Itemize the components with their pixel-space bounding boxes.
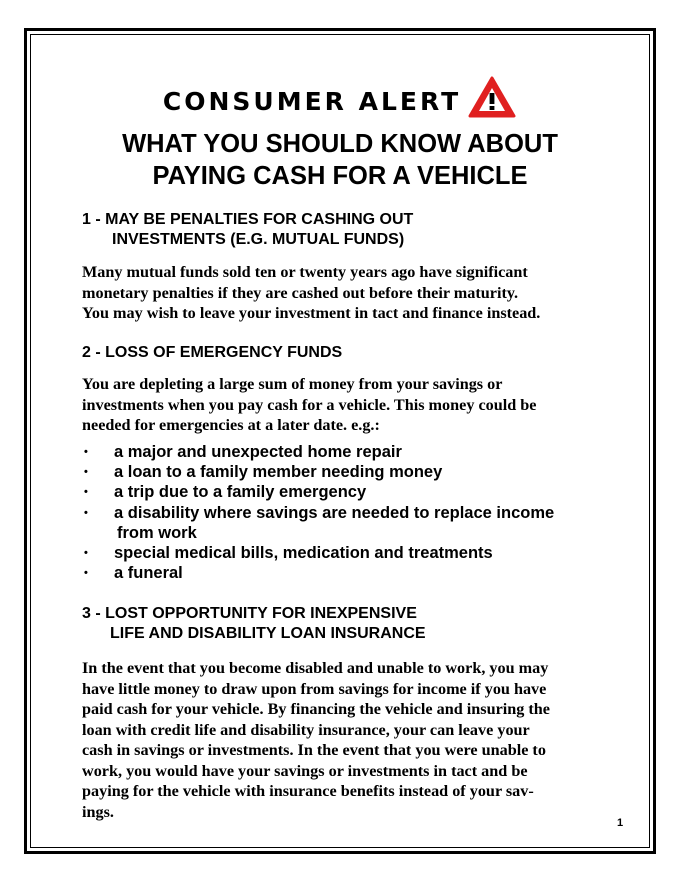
list-item-text: a trip due to a family emergency <box>114 483 367 502</box>
page-title-line: PAYING CASH FOR A VEHICLE <box>152 162 528 190</box>
paragraph-line: ings. <box>82 802 114 821</box>
section-3-paragraph <box>82 658 630 822</box>
list-item <box>82 482 642 502</box>
list-item-continuation: from work <box>117 523 197 542</box>
page-number: 1 <box>617 817 624 829</box>
bullet-icon: • <box>84 506 88 519</box>
paragraph-line: needed for emergencies at a later date. e.g.: <box>82 416 380 434</box>
list-item-text: special medical bills, medication and treatments <box>114 544 493 563</box>
section-1-paragraph <box>82 262 630 324</box>
paragraph-line: You may wish to leave your investment in tact and finance instead. <box>82 304 541 322</box>
section-1-heading <box>82 210 413 250</box>
page-title-line: WHAT YOU SHOULD KNOW ABOUT <box>122 130 558 158</box>
consumer-alert-label: CONSUMER ALERT <box>162 86 462 116</box>
bullet-icon: • <box>84 486 88 499</box>
section-heading-line: 3 - LOST OPPORTUNITY FOR INEXPENSIVE <box>82 605 417 622</box>
bullet-icon: • <box>84 446 88 458</box>
paragraph-line: work, you would have your savings or investments in tact and be <box>82 761 528 780</box>
list-item <box>82 503 642 543</box>
section-heading-line: 1 - MAY BE PENALTIES FOR CASHING OUT <box>82 211 414 228</box>
bullet-icon: • <box>84 567 88 580</box>
consumer-alert-header <box>30 72 650 122</box>
paragraph-line: paid cash for your vehicle. By financing the vehicle and insuring the <box>82 700 550 718</box>
section-heading-line: INVESTMENTS (E.G. MUTUAL FUNDS) <box>112 231 405 248</box>
paragraph-line: investments when you pay cash for a vehicle. This money could be <box>82 395 537 414</box>
section-heading-line: 2 - LOSS OF EMERGENCY FUNDS <box>82 344 343 361</box>
paragraph-line: Many mutual funds sold ten or twenty years ago have significant <box>82 263 528 281</box>
bullet-icon: • <box>84 466 88 479</box>
page-title <box>30 128 650 192</box>
list-item <box>82 462 642 482</box>
paragraph-line: paying for the vehicle with insurance benefits instead of your sav- <box>82 782 534 800</box>
paragraph-line: have little money to draw upon from savings for income if you have <box>82 679 547 698</box>
list-item-text: a funeral <box>114 564 183 583</box>
bullet-icon: • <box>84 547 88 560</box>
paragraph-line: You are depleting a large sum of money from your savings or <box>82 375 503 393</box>
section-3-heading <box>82 604 426 644</box>
list-item-text: a loan to a family member needing money <box>114 463 443 482</box>
list-item-text: a disability where savings are needed to replace income <box>114 503 555 522</box>
section-2-heading <box>82 343 342 363</box>
emergency-examples-list <box>82 442 642 583</box>
section-2-paragraph <box>82 374 630 436</box>
list-item-text: a major and unexpected home repair <box>114 443 402 461</box>
document-page <box>30 34 650 848</box>
list-item <box>82 563 642 583</box>
paragraph-line: loan with credit life and disability insurance, your can leave your <box>82 720 530 739</box>
paragraph-line: cash in savings or investments. In the event that you were unable to <box>82 741 546 759</box>
list-item <box>82 543 642 563</box>
paragraph-line: In the event that you become disabled and unable to work, you may <box>82 659 549 677</box>
warning-triangle-icon <box>467 75 517 119</box>
section-heading-line: LIFE AND DISABILITY LOAN INSURANCE <box>110 625 426 642</box>
list-item <box>82 442 642 462</box>
paragraph-line: monetary penalties if they are cashed out before their maturity. <box>82 283 519 302</box>
